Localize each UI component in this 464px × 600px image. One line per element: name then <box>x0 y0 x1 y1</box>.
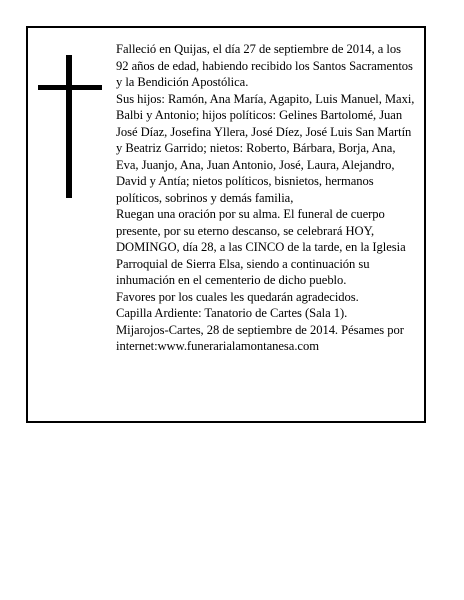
place-date-condolences: Mijarojos-Cartes, 28 de septiembre de 2014. Pésames por internet:www.funerarialamontanesa.com <box>116 322 404 353</box>
obituary-notice <box>26 26 426 423</box>
chapel-location: Capilla Ardiente: Tanatorio de Cartes (Sala 1). <box>116 306 348 320</box>
cross-icon <box>38 55 102 198</box>
obituary-text <box>116 41 416 355</box>
funeral-details: Ruegan una oración por su alma. El funeral de cuerpo presente, por su eterno descanso, se celebrará HOY, DOMINGO, día 28, a las CINCO de la tarde, en la Iglesia Parroquial de Sierra Elsa, siendo a continuación su inhumación en el cementerio de dicho pueblo. <box>116 207 406 287</box>
death-announcement: Falleció en Quijas, el día 27 de septiembre de 2014, a los 92 años de edad, habiendo recibido los Santos Sacramentos y la Bendición Apostólica. <box>116 42 413 89</box>
family-list: Sus hijos: Ramón, Ana María, Agapito, Luis Manuel, Maxi, Balbi y Antonio; hijos políticos: Gelines Bartolomé, Juan José Díaz, Josefina Yllera, José Díez, José Luis San Martín y Beatriz Garrido; nietos: Roberto, Bárbara, Borja, Ana, Eva, Juanjo, Ana, Juan Antonio, José, Laura, Alejandro, David y Antía; nietos políticos, bisnietos, hermanos políticos, sobrinos y demás familia, <box>116 91 415 205</box>
thanks-line: Favores por los cuales les quedarán agradecidos. <box>116 289 359 304</box>
